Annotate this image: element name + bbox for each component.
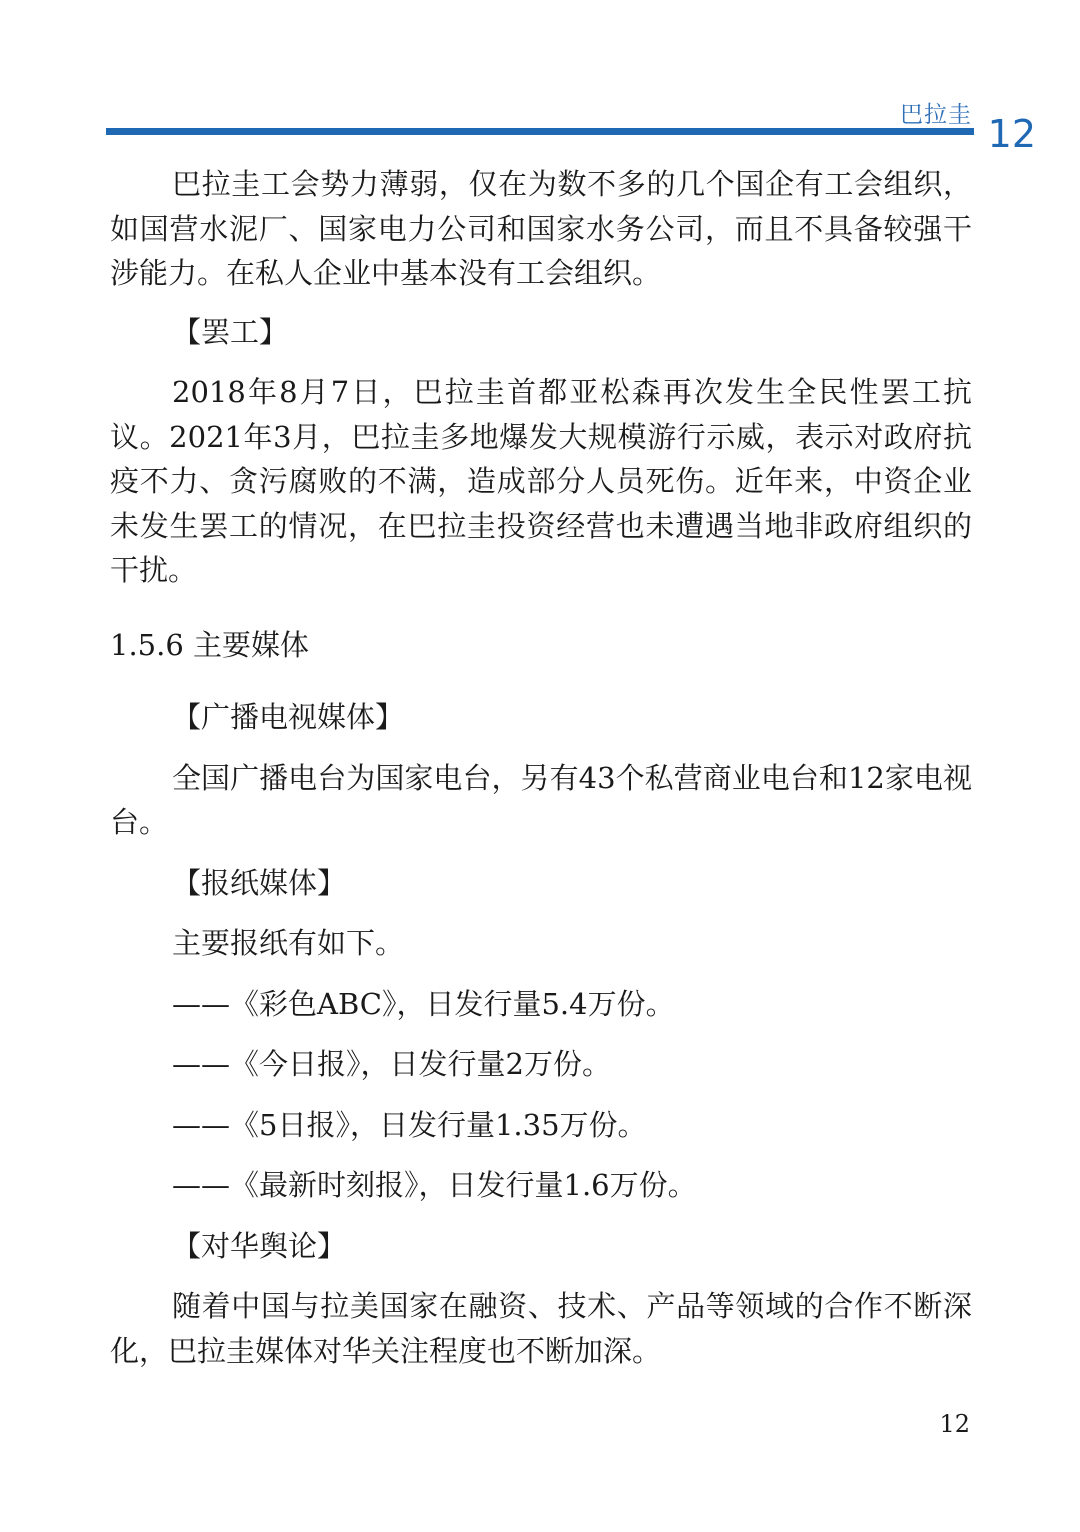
paragraph-newspaper-intro: 主要报纸有如下。 <box>172 926 405 960</box>
list-item-newspaper: ——《今日报》，日发行量2万份。 <box>172 1047 611 1081</box>
page-content <box>110 162 972 1373</box>
paragraph-trade-union: 巴拉圭工会势力薄弱，仅在为数不多的几个国企有工会组织，如国营水泥厂、国家电力公司和国家水务公司，而且不具备较强干涉能力。在私人企业中基本没有工会组织。 <box>110 167 972 290</box>
header-rule <box>106 128 974 135</box>
heading-strike: 【罢工】 <box>172 314 289 349</box>
list-item-newspaper: ——《5日报》，日发行量1.35万份。 <box>172 1107 647 1142</box>
list-item-newspaper: ——《最新时刻报》，日发行量1.6万份。 <box>172 1168 697 1202</box>
page-number: 12 <box>939 1410 970 1438</box>
heading-china-opinion: 【对华舆论】 <box>172 1228 347 1263</box>
section-title-media: 1.5.6 主要媒体 <box>110 627 310 662</box>
paragraph-broadcast: 全国广播电台为国家电台，另有43个私营商业电台和12家电视台。 <box>110 760 972 839</box>
paragraph-china-opinion: 随着中国与拉美国家在融资、技术、产品等领域的合作不断深化，巴拉圭媒体对华关注程度也不断加深。 <box>110 1289 972 1368</box>
list-item-newspaper: ——《彩色ABC》，日发行量5.4万份。 <box>172 986 675 1021</box>
running-header-title: 巴拉圭 <box>900 102 972 128</box>
paragraph-strike: 2018年8月7日，巴拉圭首都亚松森再次发生全民性罢工抗议。2021年3月，巴拉圭多地爆发大规模游行示威，表示对政府抗疫不力、贪污腐败的不满，造成部分人员死伤。近年来，中资企业未发生罢工的情况，在巴拉圭投资经营也未遭遇当地非政府组织的干扰。 <box>110 375 972 587</box>
heading-newspaper-media: 【报纸媒体】 <box>172 865 347 900</box>
heading-broadcast-media: 【广播电视媒体】 <box>172 700 405 734</box>
chapter-number: 12 <box>987 112 1036 156</box>
